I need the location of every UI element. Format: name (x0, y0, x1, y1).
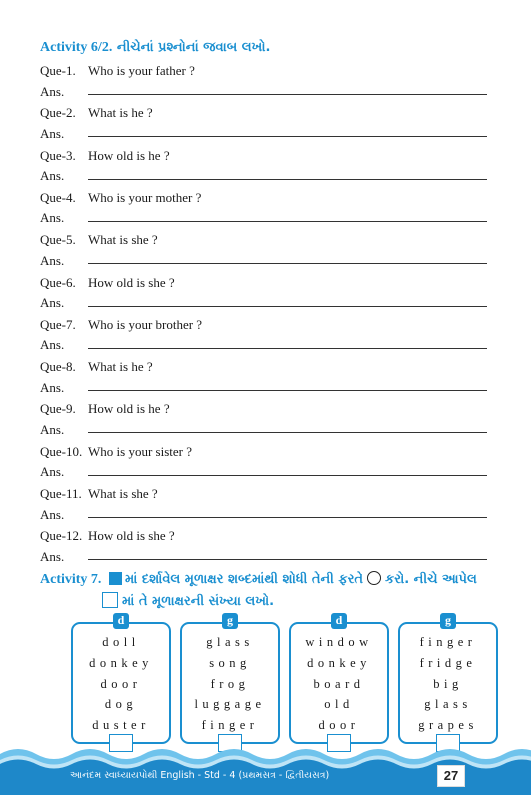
question-text: How old is she ? (88, 274, 175, 290)
answer-label: Ans. (40, 421, 65, 437)
activity-label: Activity 7. (40, 572, 102, 587)
question-4 (40, 190, 201, 206)
answer-line[interactable] (88, 475, 487, 476)
activity-7-instruction-1a: માં દર્શાવેલ મૂળાક્ષર શબ્દમાંથી શોધી તેની ફરતે (124, 572, 364, 587)
word-item[interactable]: window (305, 635, 373, 649)
word-item[interactable]: door (318, 718, 360, 733)
letter-tag: g (222, 613, 238, 629)
word-item[interactable]: board (313, 676, 365, 691)
activity-instruction: નીચેનાં પ્રશ્નોનાં જવાબ લખો. (116, 40, 271, 55)
question-text: What is he ? (88, 105, 153, 121)
question-number: Que-7. (40, 316, 76, 332)
word-item[interactable]: door (100, 676, 142, 691)
activity-label: Activity 6/2. (40, 40, 113, 55)
word-list (291, 632, 387, 736)
question-number: Que-2. (40, 105, 76, 121)
word-box-4 (398, 613, 498, 744)
question-text: What is she ? (88, 232, 158, 248)
word-list (73, 632, 169, 736)
answer-line[interactable] (88, 306, 487, 307)
answer-label: Ans. (40, 168, 65, 184)
question-number: Que-9. (40, 401, 76, 417)
word-box-2 (180, 613, 280, 744)
answer-line[interactable] (88, 432, 487, 433)
answer-label: Ans. (40, 548, 65, 564)
word-item[interactable]: duster (92, 718, 150, 733)
word-item[interactable]: dog (104, 697, 138, 712)
word-item[interactable]: doll (102, 635, 140, 649)
question-text: How old is he ? (88, 147, 170, 163)
word-item[interactable]: old (324, 697, 354, 712)
word-item[interactable]: glass (424, 697, 472, 712)
word-list (400, 632, 496, 736)
answer-label: Ans. (40, 337, 65, 353)
answer-label: Ans. (40, 379, 65, 395)
answer-line[interactable] (88, 179, 487, 180)
question-9 (40, 401, 170, 417)
question-text: Who is your sister ? (88, 443, 192, 459)
answer-line[interactable] (88, 263, 487, 264)
activity-7-instruction-2: માં તે મૂળાક્ષરની સંખ્યા લખો. (122, 594, 275, 609)
question-3 (40, 148, 170, 164)
question-12 (40, 528, 175, 544)
word-item[interactable]: grapes (418, 718, 478, 733)
footer-book-title: આનંદમ સ્વાધ્યાયપોથી English - Std - 4 (પ્રથમસત્ર - દ્વિતીયસત્ર) (70, 770, 330, 781)
question-10 (40, 444, 192, 460)
answer-label: Ans. (40, 210, 65, 226)
circle-icon (367, 571, 381, 585)
word-item[interactable]: finger (419, 635, 477, 649)
answer-label: Ans. (40, 464, 65, 480)
word-item[interactable]: finger (201, 718, 259, 733)
answer-line[interactable] (88, 517, 487, 518)
question-8 (40, 359, 153, 375)
answer-line[interactable] (88, 221, 487, 222)
word-item[interactable]: frog (210, 676, 250, 691)
word-item[interactable]: luggage (194, 697, 266, 712)
word-item[interactable]: song (209, 655, 251, 670)
question-text: Who is your brother ? (88, 316, 203, 332)
answer-line[interactable] (88, 390, 487, 391)
filled-square-icon (109, 572, 122, 585)
question-text: Who is your father ? (88, 63, 195, 78)
word-item[interactable]: donkey (89, 655, 153, 670)
empty-square-icon (102, 592, 118, 608)
question-number: Que-5. (40, 232, 76, 248)
answer-label: Ans. (40, 252, 65, 268)
question-2 (40, 105, 153, 121)
answer-line[interactable] (88, 136, 487, 137)
question-number: Que-8. (40, 359, 76, 375)
question-number: Que-4. (40, 189, 76, 205)
page-number: 27 (437, 765, 465, 787)
question-number: Que-1. (40, 63, 76, 78)
question-number: Que-11. (40, 486, 82, 501)
answer-line[interactable] (88, 559, 487, 560)
activity-7-instruction-1b: કરો. નીચે આપેલ (385, 572, 477, 587)
question-number: Que-10. (40, 443, 83, 459)
word-box-1 (71, 613, 171, 744)
answer-line[interactable] (88, 94, 487, 95)
question-number: Que-12. (40, 528, 83, 544)
question-5 (40, 232, 158, 248)
question-number: Que-6. (40, 274, 76, 290)
answer-line[interactable] (88, 348, 487, 349)
word-item[interactable]: glass (206, 635, 254, 649)
word-item[interactable]: donkey (307, 655, 371, 670)
question-6 (40, 275, 175, 291)
activity-6-2-heading (40, 40, 270, 56)
letter-tag: g (440, 613, 456, 629)
word-item[interactable]: big (433, 676, 463, 691)
question-text: How old is he ? (88, 401, 170, 417)
letter-tag: d (113, 613, 129, 629)
activity-7-heading (40, 570, 477, 612)
letter-tag: d (331, 613, 347, 629)
word-list (182, 632, 278, 736)
question-text: Who is your mother ? (88, 189, 202, 205)
question-text: What is she ? (88, 486, 158, 501)
question-1 (40, 63, 195, 79)
question-number: Que-3. (40, 147, 76, 163)
answer-label: Ans. (40, 506, 65, 522)
word-box-3 (289, 613, 389, 744)
answer-label: Ans. (40, 295, 65, 310)
question-text: What is he ? (88, 359, 153, 375)
answer-label: Ans. (40, 83, 65, 99)
word-item[interactable]: fridge (419, 655, 477, 670)
answer-label: Ans. (40, 125, 65, 141)
question-text: How old is she ? (88, 528, 175, 544)
question-11 (40, 486, 158, 502)
question-7 (40, 317, 202, 333)
